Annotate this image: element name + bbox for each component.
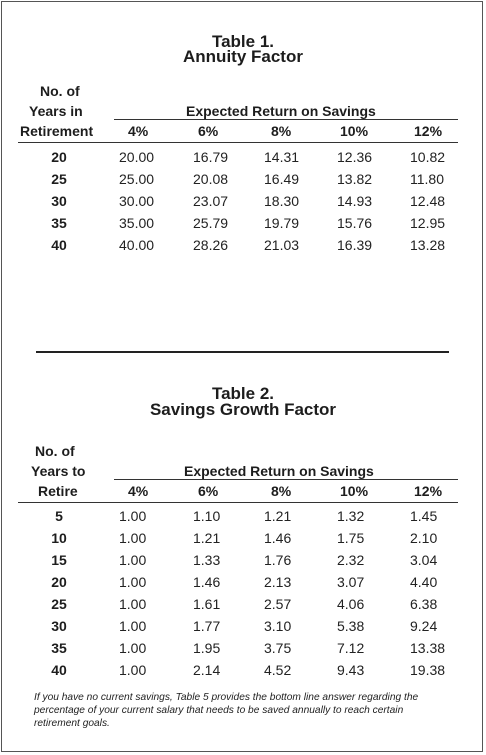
- row-label: 25: [51, 596, 67, 612]
- table-cell: 11.80: [410, 171, 444, 187]
- table-cell: 20.00: [119, 149, 155, 165]
- table-cell: 1.46: [264, 530, 292, 546]
- table1-group-header: Expected Return on Savings: [186, 103, 376, 119]
- table1-col-8: 8%: [271, 123, 292, 139]
- table2-col-10: 10%: [340, 483, 369, 499]
- table-cell: 25.79: [193, 215, 229, 231]
- table2-title-number: Table 2.: [211, 384, 275, 403]
- table-cell: 4.40: [410, 574, 438, 590]
- table-cell: 18.30: [264, 193, 300, 209]
- table-cell: 25.00: [119, 171, 155, 187]
- table-cell: 2.13: [264, 574, 292, 590]
- table-cell: 28.26: [193, 237, 229, 253]
- table-cell: 2.57: [264, 596, 292, 612]
- row-label: 20: [51, 149, 67, 165]
- table2-col-4: 4%: [128, 483, 149, 499]
- row-label: 30: [51, 193, 67, 209]
- table-cell: 1.33: [193, 552, 221, 568]
- table-cell: 2.32: [337, 552, 365, 568]
- row-label: 10: [51, 530, 67, 546]
- table-cell: 13.38: [410, 640, 446, 656]
- table-cell: 16.79: [193, 149, 229, 165]
- table2-title: Savings Growth Factor: [149, 400, 337, 419]
- table-cell: 7.12: [337, 640, 365, 656]
- footnote-line3: retirement goals.: [34, 718, 110, 729]
- table1-row-header-line3: Retirement: [20, 123, 94, 139]
- row-label: 35: [51, 215, 67, 231]
- table-cell: 30.00: [119, 193, 155, 209]
- footnote-line2: percentage of your current salary that needs to be saved annually to reach certain: [34, 705, 404, 716]
- table-cell: 1.00: [119, 508, 147, 524]
- table-cell: 1.00: [119, 552, 147, 568]
- table2-col-6: 6%: [198, 483, 219, 499]
- table2-group-header: Expected Return on Savings: [184, 463, 374, 479]
- table-cell: 12.48: [410, 193, 446, 209]
- table-cell: 6.38: [410, 596, 438, 612]
- table-cell: 35.00: [119, 215, 155, 231]
- table1-title: Annuity Factor: [183, 47, 303, 66]
- table-cell: 20.08: [193, 171, 229, 187]
- table2-row-header-line1: No. of: [35, 443, 75, 459]
- table1-row-header-line2: Years in: [29, 103, 83, 119]
- table-cell: 21.03: [264, 237, 300, 253]
- table-cell: 19.38: [410, 662, 446, 678]
- row-label: 5: [55, 508, 63, 524]
- table-cell: 14.31: [264, 149, 300, 165]
- table-cell: 3.75: [264, 640, 292, 656]
- table-cell: 2.10: [410, 530, 438, 546]
- table-cell: 1.77: [193, 618, 221, 634]
- table-cell: 1.46: [193, 574, 221, 590]
- footnote-line1: If you have no current savings, Table 5 provides the bottom line answer regarding the: [34, 692, 419, 703]
- table-cell: 12.36: [337, 149, 373, 165]
- row-label: 15: [51, 552, 67, 568]
- table-cell: 1.00: [119, 618, 147, 634]
- table-cell: 13.82: [337, 171, 373, 187]
- table1-col-12: 12%: [414, 123, 443, 139]
- table2-col-12: 12%: [414, 483, 443, 499]
- table-cell: 1.61: [193, 596, 221, 612]
- table-cell: 1.21: [193, 530, 221, 546]
- table1-title-number: Table 1.: [211, 32, 275, 51]
- row-label: 25: [51, 171, 67, 187]
- section-divider: [36, 351, 449, 353]
- table-cell: 5.38: [337, 618, 365, 634]
- table-cell: 1.00: [119, 640, 147, 656]
- row-label: 20: [51, 574, 67, 590]
- table-cell: 1.76: [264, 552, 292, 568]
- table-cell: 3.04: [410, 552, 438, 568]
- table2-col-8: 8%: [271, 483, 292, 499]
- table-cell: 1.00: [119, 596, 147, 612]
- table-cell: 4.06: [337, 596, 365, 612]
- table-cell: 2.14: [193, 662, 221, 678]
- row-label: 30: [51, 618, 67, 634]
- table-cell: 3.07: [337, 574, 365, 590]
- table-cell: 1.95: [193, 640, 221, 656]
- table-cell: 23.07: [193, 193, 229, 209]
- table-cell: 1.32: [337, 508, 365, 524]
- table1-col-10: 10%: [340, 123, 369, 139]
- table1-row-header-line1: No. of: [40, 83, 80, 99]
- row-label: 40: [51, 237, 67, 253]
- table-cell: 13.28: [410, 237, 446, 253]
- table-cell: 16.39: [337, 237, 373, 253]
- table-cell: 15.76: [337, 215, 373, 231]
- table-cell: 3.10: [264, 618, 292, 634]
- table-cell: 1.21: [264, 508, 292, 524]
- table-cell: 9.24: [410, 618, 438, 634]
- table-cell: 16.49: [264, 171, 300, 187]
- table-cell: 10.82: [410, 149, 446, 165]
- table2-header-rule: [18, 502, 458, 503]
- table-cell: 4.52: [264, 662, 292, 678]
- table1-group-underline: [114, 119, 458, 120]
- table2-group-underline: [114, 479, 458, 480]
- table-cell: 40.00: [119, 237, 155, 253]
- row-label: 40: [51, 662, 67, 678]
- row-label: 35: [51, 640, 67, 656]
- table-cell: 1.00: [119, 530, 147, 546]
- table1-col-6: 6%: [198, 123, 219, 139]
- table-cell: 9.43: [337, 662, 365, 678]
- table-cell: 12.95: [410, 215, 446, 231]
- table1-col-4: 4%: [128, 123, 149, 139]
- table-cell: 1.00: [119, 662, 147, 678]
- table-cell: 1.45: [410, 508, 438, 524]
- table-cell: 14.93: [337, 193, 373, 209]
- table-cell: 1.00: [119, 574, 147, 590]
- table2-row-header-line2: Years to: [31, 463, 86, 479]
- table-cell: 19.79: [264, 215, 300, 231]
- table-cell: 1.75: [337, 530, 365, 546]
- table-cell: 1.10: [193, 508, 221, 524]
- table1-header-rule: [18, 142, 458, 143]
- table2-row-header-line3: Retire: [38, 483, 78, 499]
- footnote: [34, 691, 454, 730]
